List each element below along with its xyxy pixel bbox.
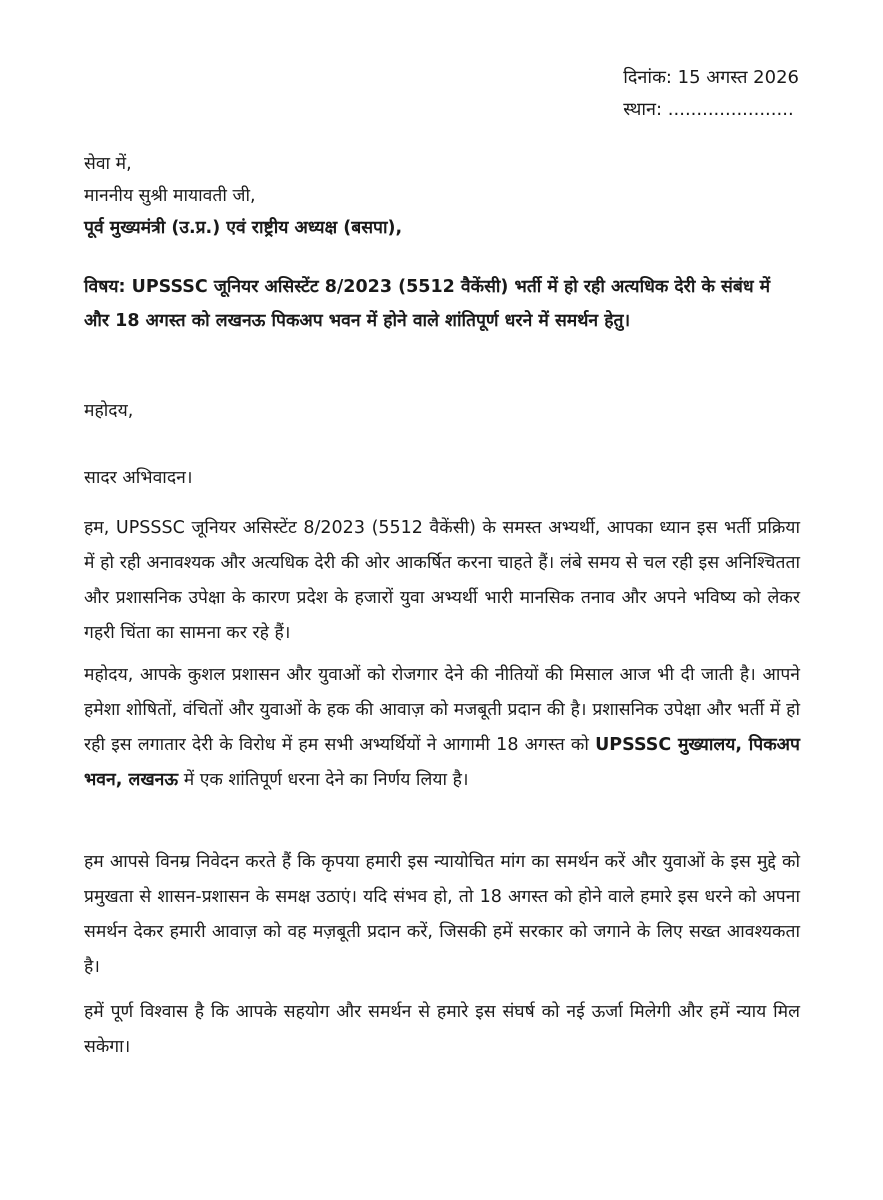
paragraph-2-text-start: महोदय, आपके कुशल प्रशासन और युवाओं को रोजगार देने की नीतियों की मिसाल आज भी दी जाती है। आपने हमेशा शोषितों, वंचितों और युवाओं के हक की आवाज़ को मजबूती प्रदान की है। प्रशासनिक उपेक्षा और भर्ती में हो रही इस लगातार देरी के विरोध में हम सभी अभ्यर्थियों ने आगामी 18 अगस्त को	[84, 665, 800, 755]
addressee-line-1: सेवा में,	[84, 154, 132, 174]
body-paragraph-4: हमें पूर्ण विश्वास है कि आपके सहयोग और समर्थन से हमारे इस संघर्ष को नई ऊर्जा मिलेगी और हमें न्याय मिल सकेगा।	[84, 1002, 800, 1057]
body-paragraph-2	[84, 658, 800, 798]
addressee-block	[84, 148, 800, 244]
place-line: स्थान: ......................	[623, 99, 794, 120]
venue-highlight: UPSSSC मुख्यालय, पिकअप भवन, लखनऊ	[84, 735, 800, 790]
date-place-block	[623, 62, 799, 126]
date-line: दिनांक: 15 अगस्त 2026	[623, 67, 799, 88]
salutation: महोदय,	[84, 401, 134, 421]
addressee-line-2: माननीय सुश्री मायावती जी,	[84, 186, 256, 206]
body-paragraph-1: हम, UPSSSC जूनियर असिस्टेंट 8/2023 (5512 वैकेंसी) के समस्त अभ्यर्थी, आपका ध्यान इस भर्ती प्रक्रिया में हो रही अनावश्यक और अत्यधिक देरी की ओर आकर्षित करना चाहते हैं। लंबे समय से चल रही इस अनिश्चितता और प्रशासनिक उपेक्षा के कारण प्रदेश के हजारों युवा अभ्यर्थी भारी मानसिक तनाव और अपने भविष्य को लेकर गहरी चिंता का सामना कर रहे हैं।	[84, 518, 800, 643]
greeting: सादर अभिवादन।	[84, 468, 193, 488]
body-paragraph-3: हम आपसे विनम्र निवेदन करते हैं कि कृपया हमारी इस न्यायोचित मांग का समर्थन करें और युवाओं के इस मुद्दे को प्रमुखता से शासन-प्रशासन के समक्ष उठाएं। यदि संभव हो, तो 18 अगस्त को होने वाले हमारे इस धरने को अपना समर्थन देकर हमारी आवाज़ को वह मज़बूती प्रदान करें, जिसकी हमें सरकार को जगाने के लिए सख्त आवश्यकता है।	[84, 852, 800, 977]
addressee-line-3: पूर्व मुख्यमंत्री (उ.प्र.) एवं राष्ट्रीय अध्यक्ष (बसपा),	[84, 218, 403, 238]
paragraph-2-text-end: में एक शांतिपूर्ण धरना देने का निर्णय लिया है।	[178, 770, 469, 790]
subject-line: विषय: UPSSSC जूनियर असिस्टेंट 8/2023 (5512 वैकेंसी) भर्ती में हो रही अत्यधिक देरी के संबंध में और 18 अगस्त को लखनऊ पिकअप भवन में होने वाले शांतिपूर्ण धरने में समर्थन हेतु।	[84, 277, 771, 331]
